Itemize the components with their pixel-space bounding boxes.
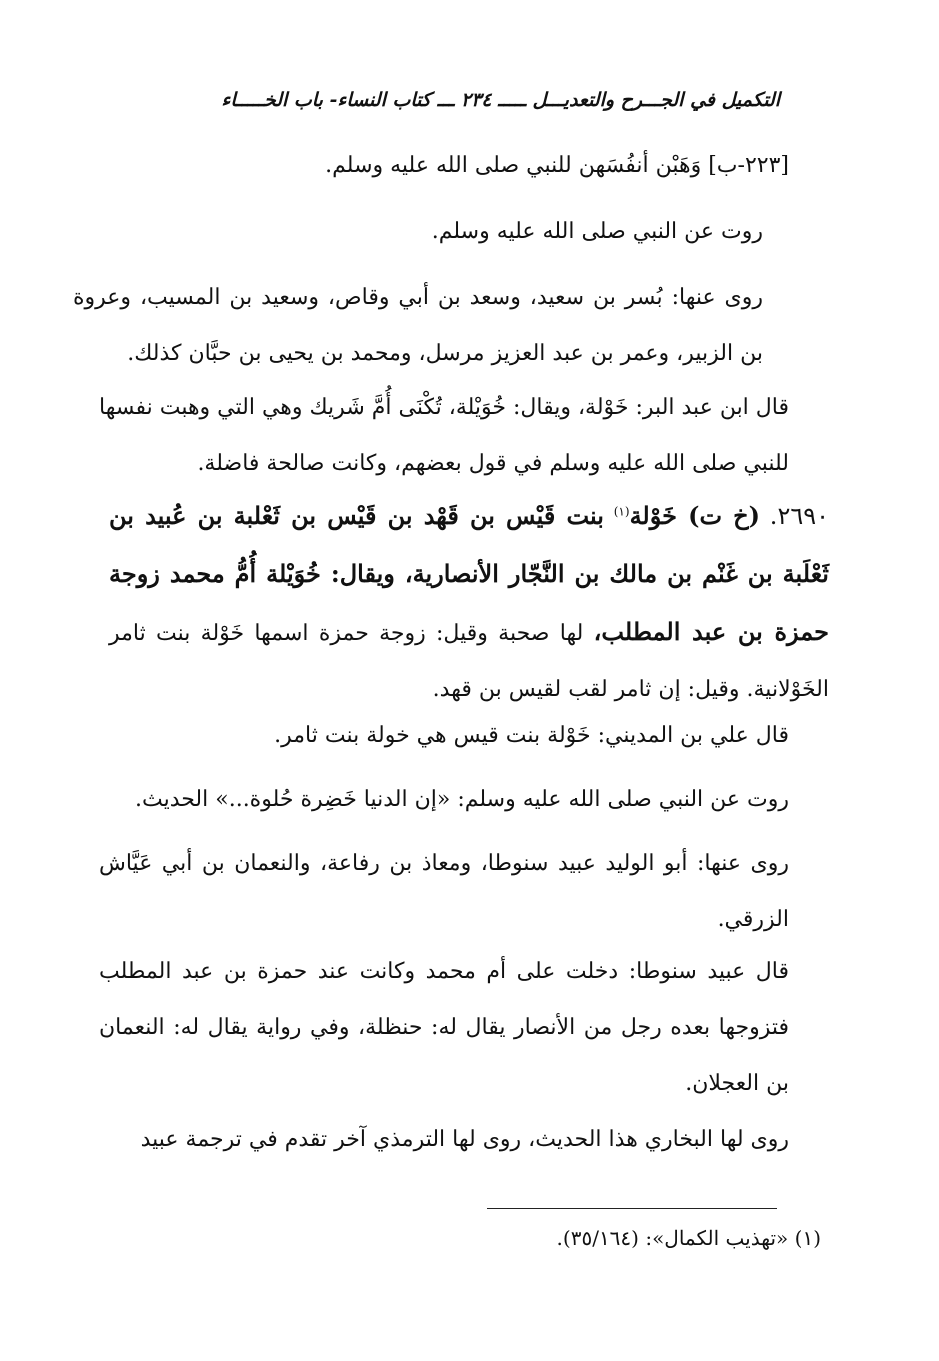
footnote-reference: (١) bbox=[613, 504, 630, 519]
entry-heading: (خ ت) خَوْلة bbox=[629, 501, 761, 530]
entry-heading-rest: بنت قَيْس بن قَهْد بن قَيْس بن ثَعْلبة بن عُبيد بن ثَعْلَبة بن غَنْم بن مالك بن النَّجّار الأنصارية، ويقال: خُوَيْلة أُمُّ محمد زوجة حمزة بن عبد المطلب، bbox=[109, 501, 829, 646]
footnote-divider bbox=[487, 1208, 777, 1209]
paragraph-bukhari: روى لها البخاري هذا الحديث، روى لها الترمذي آخر تقدم في ترجمة عبيد bbox=[140, 1127, 789, 1152]
entry-2690 bbox=[109, 488, 829, 718]
paragraph-ibn-abd-al-barr: قال ابن عبد البر: خَوْلة، ويقال: خُوَيْلة، تُكْنَى أُمَّ شَريك وهي التي وهبت نفسها للنبي صلى الله عليه وسلم في قول بعضهم، وكانت صالحة فاضلة. bbox=[99, 395, 789, 476]
paragraph-narrated-from: روت عن النبي صلى الله عليه وسلم. bbox=[431, 219, 763, 244]
paragraph-hadith: روت عن النبي صلى الله عليه وسلم: «إن الدنيا خَضِرة حُلوة...» الحديث. bbox=[134, 787, 789, 812]
paragraph-intro-end: [٢٢٣-ب] وَهَبْن أنفُسَهن للنبي صلى الله عليه وسلم. bbox=[325, 153, 789, 178]
paragraph-ubayd-sanuta: قال عبيد سنوطا: دخلت على أم محمد وكانت عند حمزة بن عبد المطلب فتزوجها بعده رجل من الأنصار يقال له: حنظلة، وفي رواية يقال له: النعمان بن العجلان. bbox=[99, 959, 789, 1096]
footnote: (١) «تهذيب الكمال»: (٣٥/١٦٤). bbox=[556, 1226, 821, 1250]
paragraph-ibn-al-madini: قال علي بن المديني: خَوْلة بنت قيس هي خولة بنت ثامر. bbox=[274, 723, 789, 748]
entry-number: ٢٦٩٠. bbox=[769, 502, 829, 530]
paragraph-narrators: روى عنها: بُسر بن سعيد، وسعد بن أبي وقاص، وسعيد بن المسيب، وعروة بن الزبير، وعمر بن عبد العزيز مرسل، ومحمد بن يحيى بن حبَّان كذلك. bbox=[73, 285, 763, 366]
entry-body: لها صحبة وقيل: زوجة حمزة اسمها خَوْلة بنت ثامر الخَوْلانية. وقيل: إن ثامر لقب لقيس بن قهد. bbox=[109, 621, 829, 702]
paragraph-narrators-2: روى عنها: أبو الوليد عبيد سنوطا، ومعاذ بن رفاعة، والنعمان بن أبي عَيَّاش الزرقي. bbox=[99, 851, 789, 932]
running-header: التكميل في الجـــرح والتعديـــل ـــــ ٢٣٤ ـــ كتاب النساء- باب الخـــــاء bbox=[221, 89, 780, 111]
